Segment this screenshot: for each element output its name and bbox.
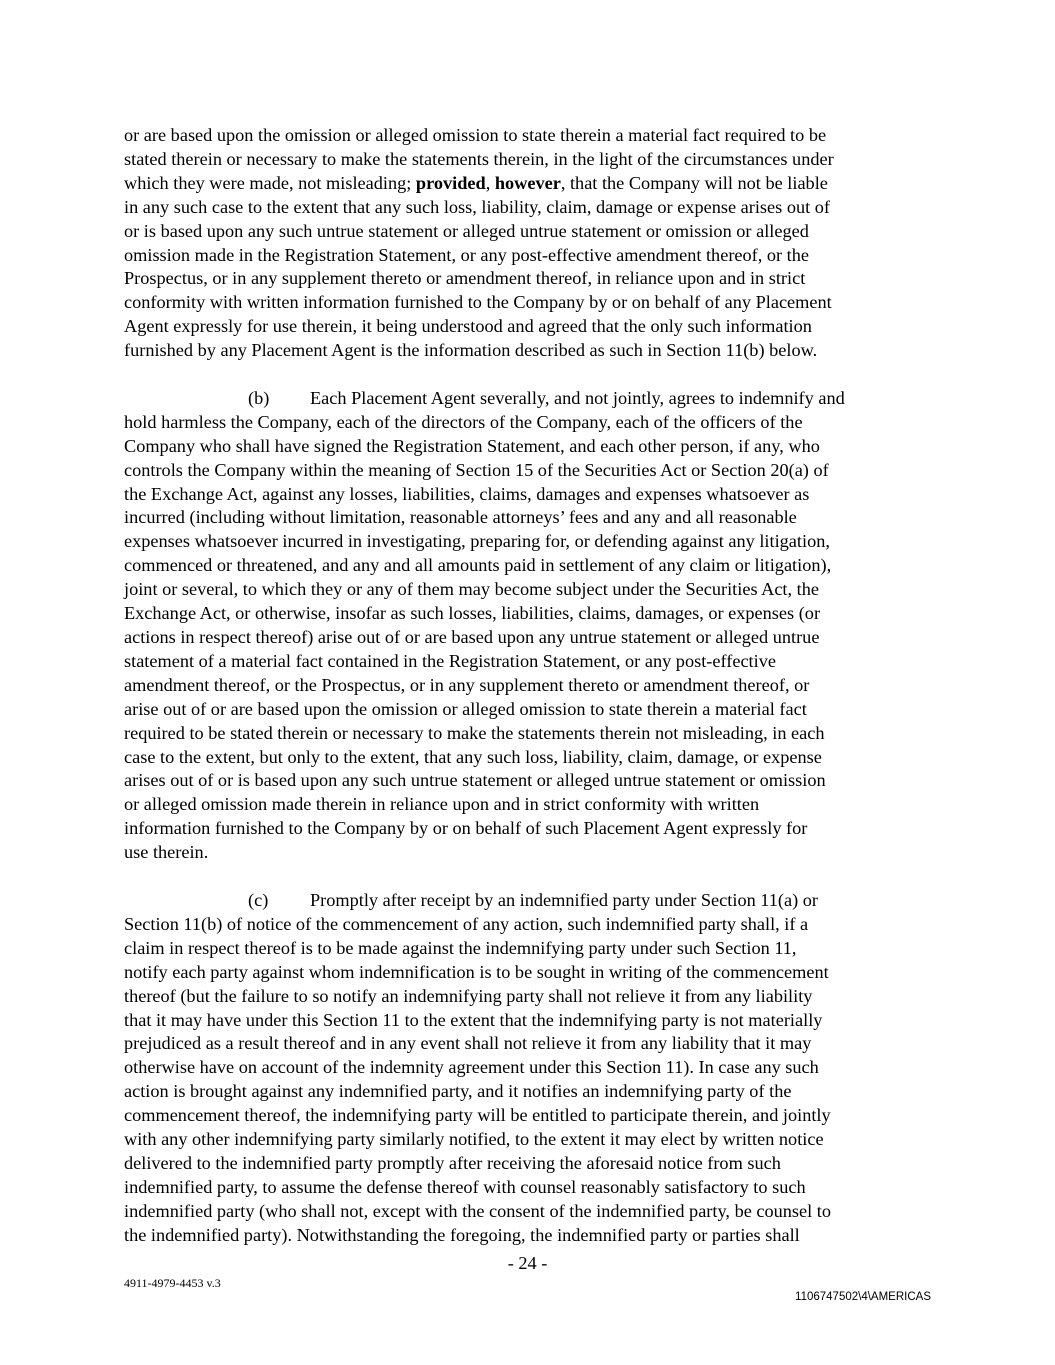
text-line: case to the extent, but only to the extent, that any such loss, liability, claim, damage, or expense bbox=[124, 746, 822, 767]
text-line: indemnified party, to assume the defense thereof with counsel reasonably satisfactory to such bbox=[124, 1176, 806, 1197]
text-run: , that the Company will not be liable bbox=[560, 172, 828, 193]
text-line: Exchange Act, or otherwise, insofar as such losses, liabilities, claims, damages, or expenses (or bbox=[124, 603, 821, 624]
text-line: delivered to the indemnified party promptly after receiving the aforesaid notice from such bbox=[124, 1152, 781, 1173]
text-line: notify each party against whom indemnification is to be sought in writing of the commencement bbox=[124, 961, 829, 982]
text-line: information furnished to the Company by or on behalf of such Placement Agent expressly for bbox=[124, 818, 808, 839]
document-body bbox=[124, 124, 936, 1248]
text-line: amendment thereof, or the Prospectus, or in any supplement thereto or amendment thereof, or bbox=[124, 674, 810, 695]
text-run: , bbox=[485, 172, 495, 193]
text-line: incurred (including without limitation, reasonable attorneys’ fees and any and all reasonable bbox=[124, 507, 797, 528]
text-line: indemnified party (who shall not, except with the consent of the indemnified party, be counsel to bbox=[124, 1200, 832, 1221]
text-line: stated therein or necessary to make the statements therein, in the light of the circumstances under bbox=[124, 148, 834, 169]
text-line: actions in respect thereof) arise out of or are based upon any untrue statement or alleged untrue bbox=[124, 627, 820, 648]
text-line: use therein. bbox=[124, 842, 209, 863]
text-line: or alleged omission made therein in reliance upon and in strict conformity with written bbox=[124, 794, 760, 815]
text-line: conformity with written information furnished to the Company by or on behalf of any Placement bbox=[124, 292, 832, 313]
text-line: the indemnified party). Notwithstanding the foregoing, the indemnified party or parties shall bbox=[124, 1224, 800, 1245]
bold-term-provided: provided bbox=[415, 172, 486, 193]
document-id-left: 4911-4979-4453 v.3 bbox=[124, 1276, 221, 1290]
paragraph-b bbox=[124, 387, 936, 865]
text-line: arise out of or are based upon the omission or alleged omission to state therein a material fact bbox=[124, 698, 807, 719]
paragraph-label: (c) bbox=[248, 889, 269, 910]
text-line: arises out of or is based upon any such untrue statement or alleged untrue statement or omission bbox=[124, 770, 826, 791]
text-run: Each Placement Agent severally, and not jointly, agrees to indemnify and bbox=[310, 387, 845, 408]
page-number: - 24 - bbox=[507, 1253, 548, 1273]
text-line: claim in respect thereof is to be made against the indemnifying party under such Section 11, bbox=[124, 937, 797, 958]
text-line: that it may have under this Section 11 to the extent that the indemnifying party is not materially bbox=[124, 1009, 823, 1030]
text-run: Promptly after receipt by an indemnified party under Section 11(a) or bbox=[310, 889, 818, 910]
text-line: Prospectus, or in any supplement thereto or amendment thereof, in reliance upon and in strict bbox=[124, 268, 806, 289]
text-line: joint or several, to which they or any of them may become subject under the Securities Act, the bbox=[124, 579, 819, 600]
text-line: or is based upon any such untrue statement or alleged untrue statement or omission or alleged bbox=[124, 220, 809, 241]
text-line: hold harmless the Company, each of the directors of the Company, each of the officers of the bbox=[124, 411, 803, 432]
text-line: with any other indemnifying party similarly notified, to the extent it may elect by written notice bbox=[124, 1129, 824, 1150]
document-id-right: 1106747502\4\AMERICAS bbox=[795, 1291, 931, 1303]
text-run: which they were made, not misleading; bbox=[124, 172, 416, 193]
text-line: or are based upon the omission or alleged omission to state therein a material fact required to be bbox=[124, 125, 827, 145]
text-line: statement of a material fact contained in the Registration Statement, or any post-effective bbox=[124, 650, 776, 671]
paragraph-label: (b) bbox=[248, 387, 270, 408]
text-line: omission made in the Registration Statement, or any post-effective amendment thereof, or the bbox=[124, 244, 810, 265]
text-line: thereof (but the failure to so notify an indemnifying party shall not relieve it from any liability bbox=[124, 985, 813, 1006]
text-line: furnished by any Placement Agent is the information described as such in Section 11(b) below. bbox=[124, 340, 818, 361]
text-line bbox=[124, 172, 936, 196]
text-line: controls the Company within the meaning of Section 15 of the Securities Act or Section 20(a) of bbox=[124, 459, 829, 480]
paragraph-a-continued bbox=[124, 124, 936, 363]
paragraph-c bbox=[124, 889, 936, 1248]
text-line: Section 11(b) of notice of the commencement of any action, such indemnified party shall, if a bbox=[124, 913, 809, 934]
text-line: action is brought against any indemnified party, and it notifies an indemnifying party of the bbox=[124, 1081, 792, 1102]
text-line: commencement thereof, the indemnifying party will be entitled to participate therein, and jointly bbox=[124, 1105, 831, 1126]
text-line: prejudiced as a result thereof and in any event shall not relieve it from any liability that it may bbox=[124, 1033, 812, 1054]
text-line: expenses whatsoever incurred in investigating, preparing for, or defending against any litigation, bbox=[124, 531, 830, 552]
text-line: commenced or threatened, and any and all amounts paid in settlement of any claim or litigation), bbox=[124, 555, 832, 576]
text-line bbox=[124, 889, 936, 913]
text-line: Agent expressly for use therein, it being understood and agreed that the only such information bbox=[124, 316, 812, 337]
text-line: required to be stated therein or necessary to make the statements therein not misleading, in each bbox=[124, 722, 825, 743]
text-line: in any such case to the extent that any such loss, liability, claim, damage or expense arises out of bbox=[124, 196, 830, 217]
text-line: Company who shall have signed the Registration Statement, and each other person, if any, who bbox=[124, 435, 820, 456]
text-line bbox=[124, 387, 936, 411]
text-line: the Exchange Act, against any losses, liabilities, claims, damages and expenses whatsoever as bbox=[124, 483, 810, 504]
bold-term-however: however bbox=[494, 172, 561, 193]
text-line: otherwise have on account of the indemnity agreement under this Section 11). In case any such bbox=[124, 1057, 819, 1078]
